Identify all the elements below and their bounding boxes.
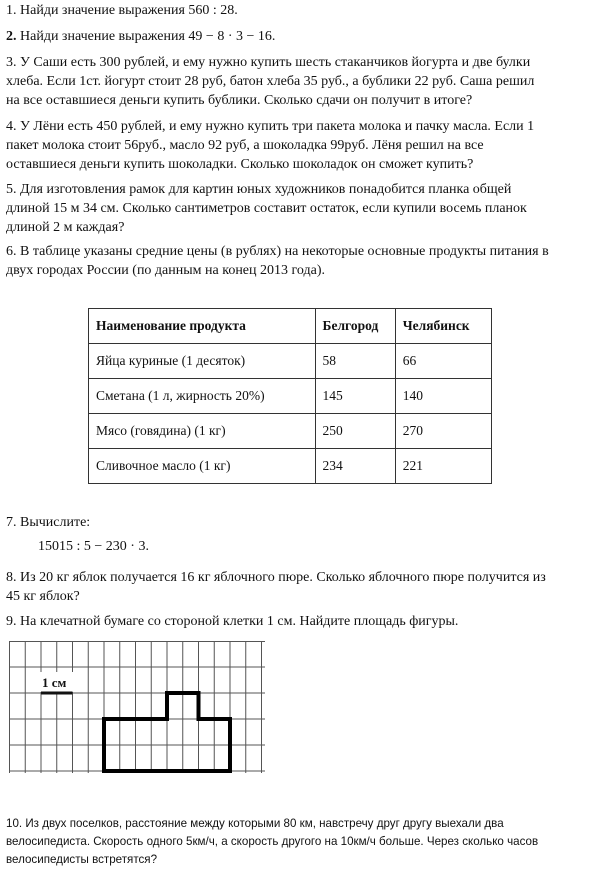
task-6: 6. В таблице указаны средние цены (в рублях) на некоторые основные продукты питания в двух городах России (по данным на конец 2013 года). <box>6 244 549 278</box>
task-7-expression: 15015 : 5 − 230 · 3. <box>38 539 149 554</box>
table-cell: 270 <box>395 414 491 449</box>
header-product: Наименование продукта <box>89 309 316 344</box>
table-cell: 234 <box>315 449 395 484</box>
task-7: 7. Вычислите: <box>6 515 91 530</box>
task-10: 10. Из двух поселков, расстояние между которыми 80 км, навстречу друг другу выехали два велосипедиста. Скорость одного 5км/ч, а скорость другого на 10км/ч больше. Через сколько часов велосипедисты встретятся? <box>6 817 539 866</box>
table-row <box>89 344 492 379</box>
grid-lines <box>9 641 265 773</box>
task-3: 3. У Саши есть 300 рублей, и ему нужно купить шесть стаканчиков йогурта и две булки хлеба. Если 1ст. йогурт стоит 28 руб, батон хлеба 35 руб., а бублики 22 руб. Саша решил на все оставшиеся деньги купить бублики. Сколько сдачи он получит в итоге? <box>6 55 535 108</box>
task-9: 9. На клечатной бумаге со стороной клетки 1 см. Найдите площадь фигуры. <box>6 614 459 629</box>
task-2 <box>6 27 586 46</box>
task-2-text: Найди значение выражения 49 − 8 · 3 − 16. <box>16 29 276 44</box>
header-belgorod: Белгород <box>315 309 395 344</box>
task-8: 8. Из 20 кг яблок получается 16 кг яблочного пюре. Сколько яблочного пюре получится из 45 кг яблок? <box>6 570 546 604</box>
task-2-number: 2. <box>6 29 17 44</box>
checkered-figure <box>9 641 265 773</box>
table-cell: 250 <box>315 414 395 449</box>
task-5: 5. Для изготовления рамок для картин юных художников понадобится планка общей длиной 15 м 34 см. Сколько сантиметров составит остаток, если купили восемь планок длиной 2 м каждая? <box>6 182 527 235</box>
table-cell: Мясо (говядина) (1 кг) <box>89 414 316 449</box>
table-cell: Яйца куриные (1 десяток) <box>89 344 316 379</box>
task-1: 1. Найди значение выражения 560 : 28. <box>6 3 238 18</box>
task-4: 4. У Лёни есть 450 рублей, и ему нужно купить три пакета молока и пачку масла. Если 1 пакет молока стоит 56руб., масло 92 руб, а шоколадка 99руб. Лёня решил на все оставшиеся деньги купить шоколадки. Сколько шоколадок он сможет купить? <box>6 119 535 172</box>
table-cell: 66 <box>395 344 491 379</box>
table-cell: Сливочное масло (1 кг) <box>89 449 316 484</box>
table-cell: 58 <box>315 344 395 379</box>
table-row <box>89 379 492 414</box>
scale-label: 1 см <box>42 675 67 690</box>
table-cell: 221 <box>395 449 491 484</box>
table-cell: 145 <box>315 379 395 414</box>
table-row <box>89 414 492 449</box>
table-cell: Сметана (1 л, жирность 20%) <box>89 379 316 414</box>
header-chelyabinsk: Челябинск <box>395 309 491 344</box>
table-header-row <box>89 309 492 344</box>
prices-table <box>88 308 492 484</box>
table-cell: 140 <box>395 379 491 414</box>
table-row <box>89 449 492 484</box>
